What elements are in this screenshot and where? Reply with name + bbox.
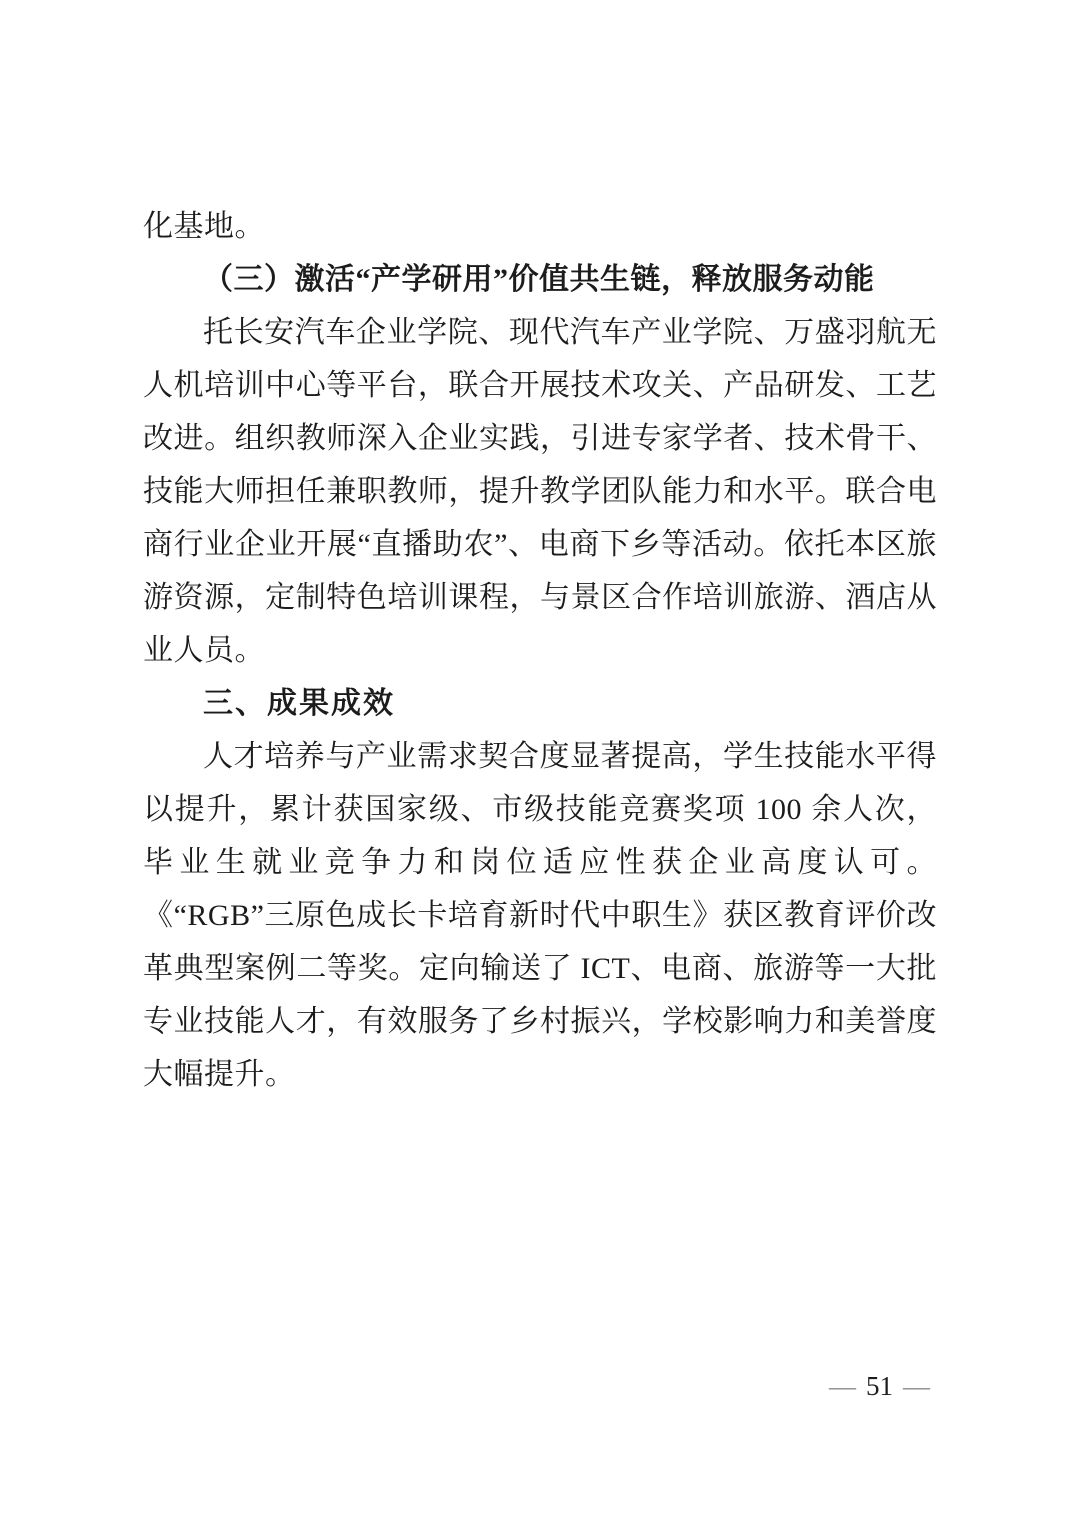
- section-heading-results: 三、成果成效: [203, 687, 395, 720]
- paragraph-continuation: 化基地。: [143, 210, 265, 243]
- paragraph-section-3: 托长安汽车企业学院、现代汽车产业学院、万盛羽航无人机培训中心等平台，联合开展技术攻关、产品研发、工艺改进。组织教师深入企业实践，引进专家学者、技术骨干、技能大师担任兼职教师，提升教学团队能力和水平。联合电商行业企业开展“直播助农”、电商下乡等活动。依托本区旅游资源，定制特色培训课程，与景区合作培训旅游、酒店从业人员。: [143, 316, 937, 667]
- footer-right-dash: —: [903, 1371, 930, 1401]
- page-number-footer: [819, 1370, 940, 1402]
- paragraph-results: 人才培养与产业需求契合度显著提高，学生技能水平得以提升，累计获国家级、市级技能竞赛奖项 100 余人次，毕业生就业竞争力和岗位适应性获企业高度认可。《“RGB”三原色成长卡培育新时代中职生》获区教育评价改革典型案例二等奖。定向输送了 ICT、电商、旅游等一大批专业技能人才，有效服务了乡村振兴，学校影响力和美誉度大幅提升。: [143, 740, 937, 1091]
- document-body: [143, 200, 937, 1101]
- section-heading-3: （三）激活“产学研用”价值共生链，释放服务动能: [203, 263, 875, 296]
- page-number: 51: [866, 1371, 893, 1401]
- footer-left-dash: —: [829, 1371, 856, 1401]
